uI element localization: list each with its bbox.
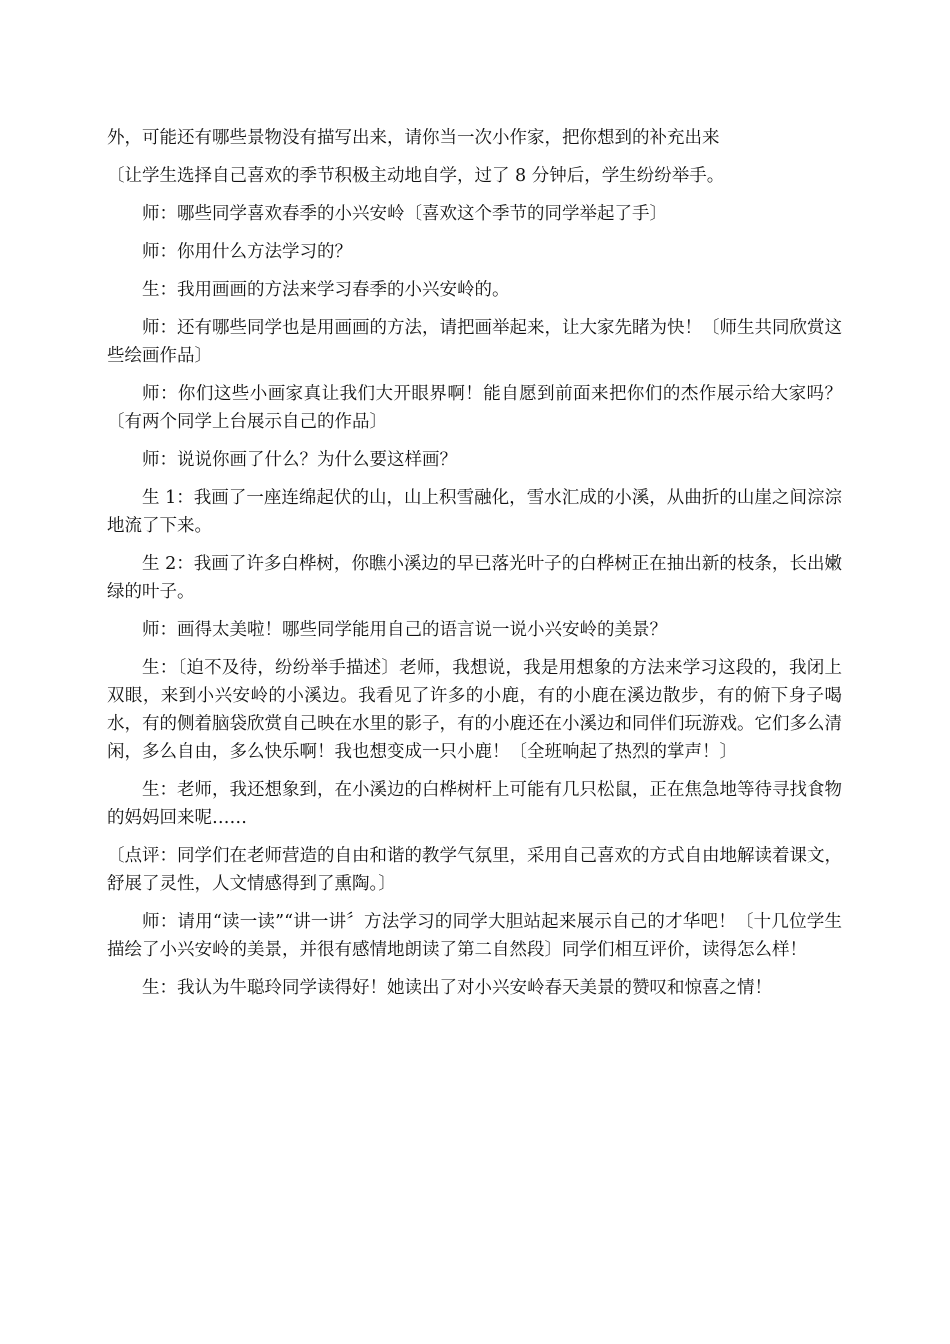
paragraph: 〔让学生选择自己喜欢的季节积极主动地自学，过了 8 分钟后，学生纷纷举手。 <box>107 166 725 186</box>
paragraph: 生 1：我画了一座连绵起伏的山，山上积雪融化，雪水汇成的小溪，从曲折的山崖之间淙淙地流了下来。 <box>107 488 842 536</box>
paragraph: 师：说说你画了什么？为什么要这样画？ <box>142 450 457 470</box>
paragraph: 师：还有哪些同学也是用画画的方法，请把画举起来，让大家先睹为快！〔师生共同欣赏这些绘画作品〕 <box>107 318 842 366</box>
paragraph: 师：你用什么方法学习的？ <box>142 242 352 262</box>
paragraph: 师：请用“读一读”“讲一讲〞方法学习的同学大胆站起来展示自己的才华吧！〔十几位学生描绘了小兴安岭的美景，并很有感情地朗读了第二自然段〕同学们相互评价，读得怎么样！ <box>107 912 842 960</box>
paragraph: 师：你们这些小画家真让我们大开眼界啊！能自愿到前面来把你们的杰作展示给大家吗？〔有两个同学上台展示自己的作品〕 <box>107 384 842 432</box>
paragraph: 外，可能还有哪些景物没有描写出来，请你当一次小作家，把你想到的补充出来 <box>107 128 720 148</box>
paragraph: 生：我用画画的方法来学习春季的小兴安岭的。 <box>142 280 510 300</box>
paragraph: 〔点评：同学们在老师营造的自由和谐的教学气氛里，采用自己喜欢的方式自由地解读着课文，舒展了灵性，人文情感得到了熏陶。〕 <box>107 846 842 894</box>
paragraph: 师：哪些同学喜欢春季的小兴安岭〔喜欢这个季节的同学举起了手〕 <box>142 204 667 224</box>
paragraph: 生：〔迫不及待，纷纷举手描述〕老师，我想说，我是用想象的方法来学习这段的，我闭上双眼，来到小兴安岭的小溪边。我看见了许多的小鹿，有的小鹿在溪边散步，有的俯下身子喝水，有的侧着脑袋欣赏自己映在水里的影子，有的小鹿还在小溪边和同伴们玩游戏。它们多么清闲，多么自由，多么快乐啊！我也想变成一只小鹿！〔全班响起了热烈的掌声！〕 <box>107 658 842 762</box>
paragraph: 生：我认为牛聪玲同学读得好！她读出了对小兴安岭春天美景的赞叹和惊喜之情！ <box>142 978 772 998</box>
paragraph: 师：画得太美啦！哪些同学能用自己的语言说一说小兴安岭的美景？ <box>142 620 667 640</box>
paragraph: 生：老师，我还想象到，在小溪边的白桦树杆上可能有几只松鼠，正在焦急地等待寻找食物的妈妈回来呢…… <box>107 780 842 828</box>
document-body <box>107 124 842 1012</box>
paragraph: 生 2：我画了许多白桦树，你瞧小溪边的早已落光叶子的白桦树正在抽出新的枝条，长出嫩绿的叶子。 <box>107 554 842 602</box>
